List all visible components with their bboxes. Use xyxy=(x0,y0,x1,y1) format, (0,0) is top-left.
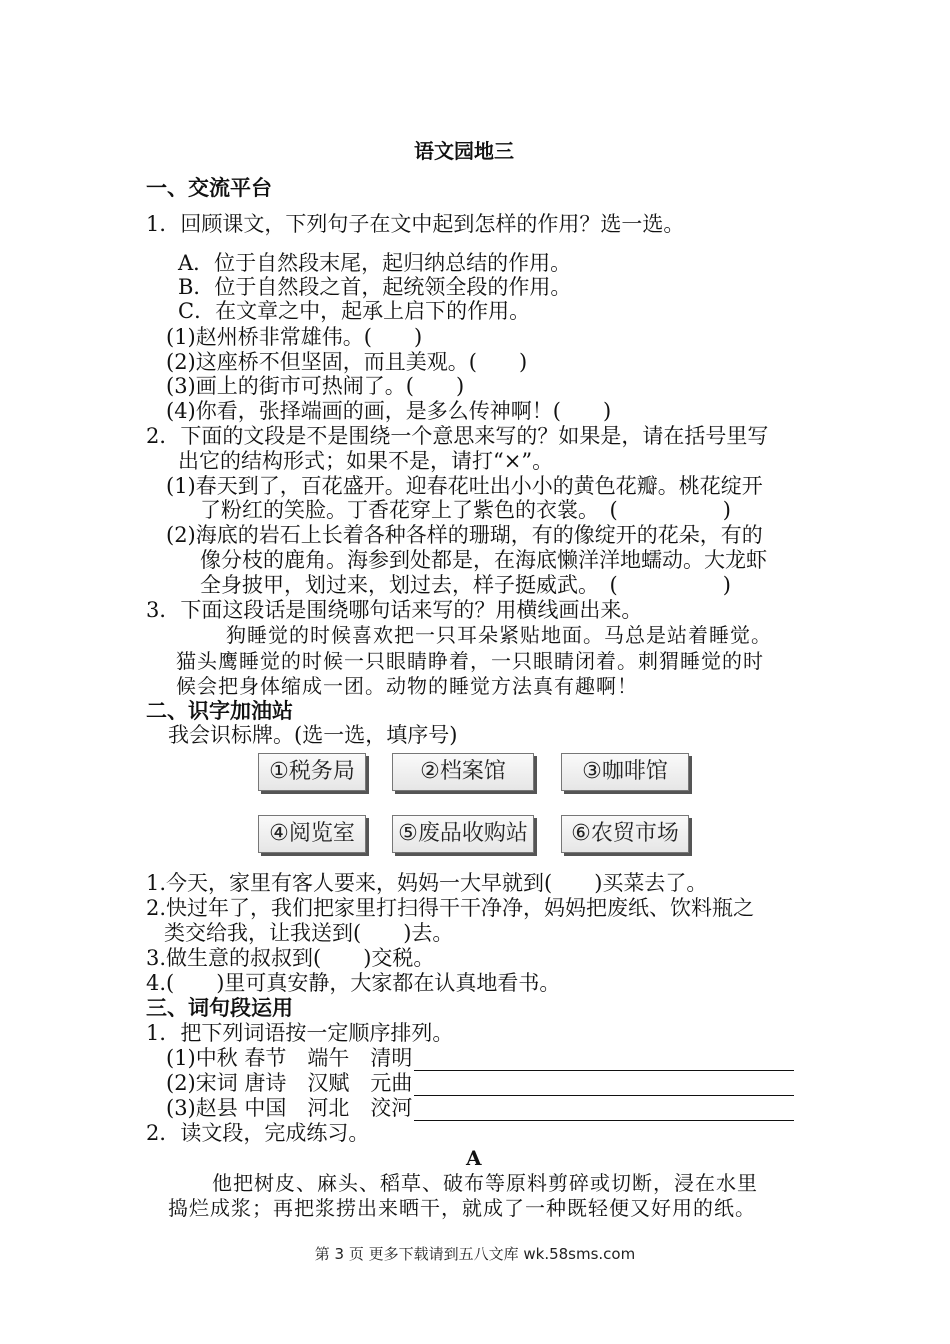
order-row-2-words: (2)宋词 唐诗 汉赋 元曲 xyxy=(166,1071,413,1095)
q2-passage-1-line-1: (1)春天到了，百花盛开。迎春花吐出小小的黄色花瓣。桃花绽开 xyxy=(166,474,763,498)
q1-option-c: C．在文章之中，起承上启下的作用。 xyxy=(178,299,531,323)
order-question: 1．把下列词语按一定顺序排列。 xyxy=(146,1021,454,1045)
q1-stem: 1．回顾课文，下列句子在文中起到怎样的作用？选一选。 xyxy=(146,212,685,236)
sign-cafe: ③咖啡馆 xyxy=(561,753,689,791)
q1-item-3: (3)画上的街市可热闹了。( ) xyxy=(166,374,465,398)
sign-farmers-market: ⑥农贸市场 xyxy=(561,815,689,853)
q3-passage-line-3: 候会把身体缩成一团。动物的睡觉方法真有趣啊！ xyxy=(176,674,638,698)
fill-sentence-3: 3.做生意的叔叔到( )交税。 xyxy=(146,946,435,970)
q3-stem: 3．下面这段话是围绕哪句话来写的？用横线画出来。 xyxy=(146,598,643,622)
order-row-2 xyxy=(166,1070,794,1096)
sign-archives: ②档案馆 xyxy=(392,753,534,791)
q3-passage-line-2: 猫头鹰睡觉的时候一只眼睛睁着，一只眼睛闭着。刺猬睡觉的时 xyxy=(176,649,764,673)
fill-sentence-2-line-2: 类交给我，让我送到( )去。 xyxy=(164,921,454,945)
section-3-heading: 三、词句段运用 xyxy=(146,996,293,1020)
q2-stem-line-2: 出它的结构形式；如果不是，请打“×”。 xyxy=(178,449,554,473)
fill-sentence-1: 1.今天，家里有客人要来，妈妈一大早就到( )买菜去了。 xyxy=(146,871,708,895)
sign-recycling-station: ⑤废品收购站 xyxy=(392,815,534,853)
section-1-heading: 一、交流平台 xyxy=(146,176,272,200)
answer-line-2[interactable] xyxy=(414,1073,794,1096)
answer-line-1[interactable] xyxy=(414,1048,794,1071)
q3-passage-line-1: 狗睡觉的时候喜欢把一只耳朵紧贴地面。马总是站着睡觉。 xyxy=(226,623,772,647)
q1-option-a: A．位于自然段末尾，起归纳总结的作用。 xyxy=(178,251,572,275)
passage-a-line-1: 他把树皮、麻头、稻草、破布等原料剪碎或切断，浸在水里 xyxy=(212,1171,758,1195)
q2-passage-2-line-3: 全身披甲，划过来，划过去，样子挺威武。 ( ) xyxy=(200,573,731,597)
q1-option-b: B．位于自然段之首，起统领全段的作用。 xyxy=(178,275,572,299)
q2-passage-1-line-2: 了粉红的笑脸。丁香花穿上了紫色的衣裳。 ( ) xyxy=(200,498,731,522)
q1-item-2: (2)这座桥不但坚固，而且美观。( ) xyxy=(166,350,528,374)
q2-passage-2-line-2: 像分枝的鹿角。海参到处都是，在海底懒洋洋地蠕动。大龙虾 xyxy=(200,548,767,572)
order-row-3 xyxy=(166,1095,794,1121)
q1-item-4: (4)你看，张择端画的画，是多么传神啊！( ) xyxy=(166,399,612,423)
sign-reading-room: ④阅览室 xyxy=(258,815,366,853)
sign-intro: 我会识标牌。(选一选，填序号) xyxy=(168,723,458,747)
q2-stem-line-1: 2．下面的文段是不是围绕一个意思来写的？如果是，请在括号里写 xyxy=(146,424,769,448)
answer-line-3[interactable] xyxy=(414,1098,794,1121)
passage-a-line-2: 捣烂成浆；再把浆捞出来晒干，就成了一种既轻便又好用的纸。 xyxy=(168,1196,756,1220)
passage-a-label: A xyxy=(466,1146,482,1170)
order-row-1-words: (1)中秋 春节 端午 清明 xyxy=(166,1046,413,1070)
q1-item-1: (1)赵州桥非常雄伟。( ) xyxy=(166,325,423,349)
q2-passage-2-line-1: (2)海底的岩石上长着各种各样的珊瑚，有的像绽开的花朵，有的 xyxy=(166,523,763,547)
page-title: 语文园地三 xyxy=(414,139,514,163)
fill-sentence-4: 4.( )里可真安静，大家都在认真地看书。 xyxy=(146,971,561,995)
fill-sentence-2-line-1: 2.快过年了，我们把家里打扫得干干净净，妈妈把废纸、饮料瓶之 xyxy=(146,896,755,920)
order-row-3-words: (3)赵县 中国 河北 洨河 xyxy=(166,1096,413,1120)
sign-tax-bureau: ①税务局 xyxy=(258,753,366,791)
page-footer: 第 3 页 更多下载请到五八文库 wk.58sms.com xyxy=(314,1245,636,1263)
order-row-1 xyxy=(166,1045,794,1071)
section-2-heading: 二、识字加油站 xyxy=(146,699,293,723)
reading-question: 2．读文段，完成练习。 xyxy=(146,1121,370,1145)
